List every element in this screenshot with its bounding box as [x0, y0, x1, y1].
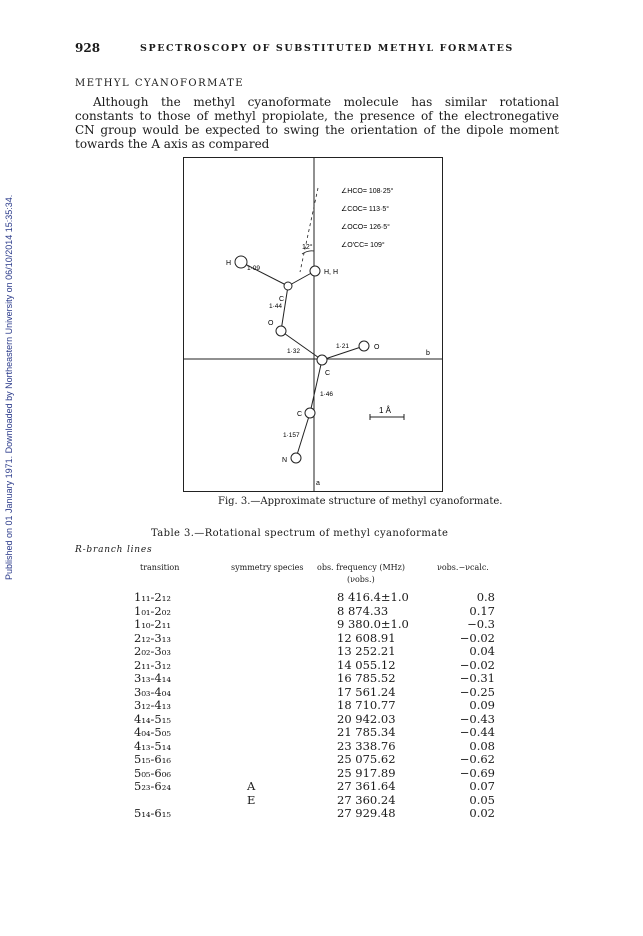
table-cell-frequency: 18 710.77 — [337, 698, 396, 712]
table-cell-transition: 1₁₁-2₁₂ — [134, 590, 171, 604]
table-cell-transition: 1₀₁-2₀₂ — [134, 603, 171, 618]
atom-c1 — [284, 282, 292, 290]
atom-c3 — [305, 408, 315, 418]
table-cell-transition: 4₀₄-5₀₅ — [134, 725, 171, 739]
table-cell-symmetry: A — [247, 779, 256, 793]
table-cell-transition: 4₁₃-5₁₄ — [134, 738, 171, 753]
table-cell-frequency: 27 360.24 — [337, 792, 396, 807]
table-cell-transition: 3₀₃-4₀₄ — [134, 684, 171, 699]
table-cell-transition: 3₁₂-4₁₃ — [134, 698, 171, 712]
table-cell-diff: −0.25 — [459, 684, 495, 699]
bond-o-c — [281, 331, 322, 360]
atom-label-c3: C — [297, 411, 303, 418]
bond-length-5: 1·46 — [320, 391, 334, 398]
molecule-diagram — [184, 158, 442, 491]
table-cell-frequency: 20 942.03 — [337, 711, 396, 726]
table-cell-diff: −0.31 — [459, 671, 495, 685]
table-cell-diff: 0.08 — [469, 738, 495, 753]
atom-label-h: H — [226, 260, 232, 267]
table-cell-diff: 0.02 — [469, 806, 495, 820]
atom-o1 — [276, 326, 286, 336]
atom-n — [291, 453, 301, 463]
figure-frame — [183, 157, 443, 492]
table-cell-transition: 2₀₂-3₀₃ — [134, 644, 171, 658]
table-cell-frequency: 8 416.4±1.0 — [337, 590, 409, 604]
table-cell-frequency: 21 785.34 — [337, 725, 396, 739]
bond-length-4: 1·21 — [336, 343, 350, 350]
atom-o2 — [359, 341, 369, 351]
table-cell-frequency: 16 785.52 — [337, 671, 396, 685]
table-cell-diff: −0.43 — [459, 711, 495, 726]
table-cell-diff: 0.04 — [469, 644, 495, 658]
column-header-frequency-sub: (νobs.) — [347, 575, 375, 584]
table-title: Table 3.—Rotational spectrum of methyl cyanoformate — [151, 528, 449, 539]
bond-length-1: 1·09 — [247, 265, 261, 272]
table-cell-diff: −0.02 — [459, 630, 495, 645]
angle-oco: ∠OCO= 126·5° — [341, 224, 390, 231]
bond-c-c — [310, 360, 322, 413]
table-cell-frequency: 8 874.33 — [337, 603, 389, 618]
table-cell-frequency: 27 929.48 — [337, 806, 396, 820]
table-cell-diff: −0.44 — [459, 725, 495, 739]
page-number: 928 — [75, 41, 101, 55]
table-cell-diff: 0.09 — [469, 698, 495, 712]
figure-caption: Fig. 3.—Approximate structure of methyl cyanoformate. — [218, 496, 503, 507]
scale-label: 1 Å — [379, 406, 392, 415]
angle-coc: ∠COC= 113·5° — [341, 206, 390, 213]
table-cell-transition: 5₂₃-6₂₄ — [134, 779, 171, 793]
atom-c2 — [317, 355, 327, 365]
table-cell-transition: 5₁₄-6₁₅ — [134, 806, 171, 820]
angle-hco: ∠HCO= 108·25° — [341, 188, 394, 195]
table-cell-frequency: 14 055.12 — [337, 657, 396, 672]
table-cell-diff: 0.17 — [469, 603, 495, 618]
angle-occ: ∠O′CC= 109° — [341, 242, 385, 249]
column-header-symmetry: symmetry species — [231, 563, 304, 572]
bond-length-3: 1·32 — [287, 348, 301, 355]
table-cell-diff: −0.3 — [467, 617, 495, 631]
table-cell-frequency: 25 075.62 — [337, 752, 396, 766]
table-cell-transition: 3₁₃-4₁₄ — [134, 671, 171, 685]
table-cell-diff: 0.07 — [469, 779, 495, 793]
paragraph-text: Although the methyl cyanoformate molecule has similar rotational constants to those of methyl propiolate, the presence of the electronegative CN group would be expected to swing the orientation of the dipole moment towards the A axis as compared — [75, 95, 559, 151]
download-notice-text: Published on 01 January 1971. Downloaded by Northeastern University on 06/10/2014 15:35:34. — [4, 194, 14, 580]
atom-h — [235, 256, 247, 268]
angle-label-12: 12° — [302, 244, 313, 251]
atom-label-o2: O — [374, 344, 380, 351]
table-cell-diff: 0.8 — [476, 590, 495, 604]
atom-label-o1: O — [268, 320, 274, 327]
bond-length-6: 1·157 — [283, 432, 300, 439]
table-cell-transition: 5₁₅-6₁₆ — [134, 752, 171, 766]
table-cell-frequency: 9 380.0±1.0 — [337, 617, 409, 631]
atom-label-hh: H, H — [324, 269, 338, 276]
table-section-label: R-branch lines — [75, 545, 153, 555]
table-cell-frequency: 17 561.24 — [337, 684, 396, 699]
bond-c-o — [281, 286, 288, 331]
axis-a-label: a — [316, 480, 320, 487]
table-cell-symmetry: E — [247, 792, 256, 807]
running-head: SPECTROSCOPY OF SUBSTITUTED METHYL FORMATES — [140, 43, 514, 54]
atom-label-n: N — [282, 457, 288, 464]
column-header-transition: transition — [140, 563, 180, 572]
table-cell-frequency: 23 338.76 — [337, 738, 396, 753]
table-cell-transition: 4₁₄-5₁₅ — [134, 711, 171, 726]
table-cell-diff: −0.69 — [459, 765, 495, 780]
table-cell-diff: −0.62 — [459, 752, 495, 766]
atom-hh — [310, 266, 320, 276]
table-cell-transition: 1₁₀-2₁₁ — [134, 617, 171, 631]
table-cell-diff: 0.05 — [469, 792, 495, 807]
table-cell-transition: 2₁₂-3₁₃ — [134, 630, 171, 645]
section-title: METHYL CYANOFORMATE — [75, 78, 245, 89]
download-notice — [4, 150, 18, 580]
table-cell-frequency: 13 252.21 — [337, 644, 396, 658]
table-cell-frequency: 25 917.89 — [337, 765, 396, 780]
table-cell-transition: 2₁₁-3₁₂ — [134, 657, 171, 672]
column-header-diff: νobs.−νcalc. — [437, 563, 489, 572]
table-cell-frequency: 12 608.91 — [337, 630, 396, 645]
atom-label-c2: C — [325, 370, 331, 377]
table-cell-frequency: 27 361.64 — [337, 779, 396, 793]
bond-length-2: 1·44 — [269, 303, 283, 310]
table-cell-diff: −0.02 — [459, 657, 495, 672]
body-paragraph — [75, 95, 559, 151]
atom-label-c1: C — [279, 296, 285, 303]
axis-b-label: b — [426, 350, 430, 357]
dashed-line — [300, 188, 318, 272]
table-cell-transition: 5₀₅-6₀₆ — [134, 765, 171, 780]
column-header-frequency: obs. frequency (MHz) — [317, 563, 405, 572]
